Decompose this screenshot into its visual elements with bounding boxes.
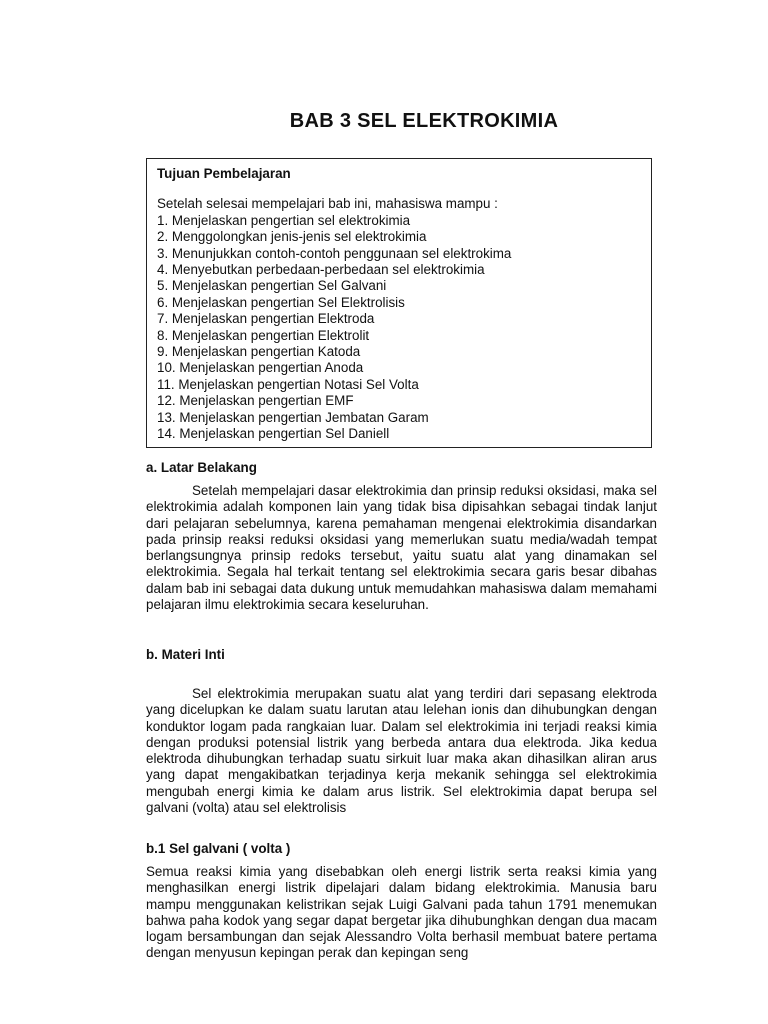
objective-item: 8. Menjelaskan pengertian Elektrolit xyxy=(157,327,370,343)
objective-item: 14. Menjelaskan pengertian Sel Daniell xyxy=(157,426,390,442)
section-a-paragraph: Setelah mempelajari dasar elektrokimia dan prinsip reduksi oksidasi, maka sel elektrokimia adalah komponen lain yang tidak bisa dipisahkan sebagai tindak lanjut dari pelajaran sebelumnya, karena pemahaman mengenai elektrokimia disandarkan pada prinsip reaksi reduksi oksidasi yang memerlukan suatu media/wadah tempat berlangsungnya prinsip redoks tersebut, yaitu suatu alat yang dinamakan sel elektrokimia. Segala hal terkait tentang sel elektrokimia secara garis besar dibahas dalam bab ini sebagai data dukung untuk memudahkan mahasiswa dalam memahami pelajaran ilmu elektrokimia secara keseluruhan. xyxy=(146,483,657,613)
objective-item: 6. Menjelaskan pengertian Sel Elektrolisis xyxy=(157,294,405,310)
objectives-heading: Tujuan Pembelajaran xyxy=(157,166,291,181)
objective-item: 2. Menggolongkan jenis-jenis sel elektrokimia xyxy=(157,229,427,245)
objective-item: 1. Menjelaskan pengertian sel elektrokimia xyxy=(157,212,411,228)
objective-item: 9. Menjelaskan pengertian Katoda xyxy=(157,344,361,360)
section-b1-paragraph: Semua reaksi kimia yang disebabkan oleh energi listrik serta reaksi kimia yang menghasilkan energi listrik dipelajari dalam bidang elektrokimia. Manusia baru mampu menggunakan kelistrikan sejak Luigi Galvani pada tahun 1791 menemukan bahwa paha kodok yang segar dapat bergetar jika dihubunghkan dengan dua macam logam bersambungan dan sejak Alessandro Volta berhasil membuat batere pertama dengan menyusun kepingan perak dan kepingan seng xyxy=(146,864,657,961)
objective-item: 12. Menjelaskan pengertian EMF xyxy=(157,393,354,409)
section-b-heading: b. Materi Inti xyxy=(146,647,225,662)
section-a-heading: a. Latar Belakang xyxy=(146,460,257,475)
objectives-list xyxy=(157,213,641,443)
chapter-title: BAB 3 SEL ELEKTROKIMIA xyxy=(289,110,559,132)
learning-objectives-box xyxy=(146,158,652,448)
objective-item: 3. Menunjukkan contoh-contoh penggunaan sel elektrokima xyxy=(157,245,512,261)
objectives-intro: Setelah selesai mempelajari bab ini, mahasiswa mampu : xyxy=(157,196,498,212)
section-b-paragraph: Sel elektrokimia merupakan suatu alat yang terdiri dari sepasang elektroda yang dicelupkan ke dalam suatu larutan atau lelehan ionis dan dihubungkan dengan konduktor logam pada rangkaian luar. Dalam sel elektrokimia ini terjadi reaksi kimia dengan produksi potensial listrik yang berbeda antara dua elektroda. Jika kedua elektroda dihubungkan terhadap suatu sirkuit luar maka akan dihasilkan aliran arus yang dapat mengakibatkan terjadinya kerja mekanik sehingga sel elektrokimia mengubah energi kimia ke dalam arus listrik. Sel elektrokimia dapat berupa sel galvani (volta) atau sel elektrolisis xyxy=(146,686,657,816)
objective-item: 13. Menjelaskan pengertian Jembatan Garam xyxy=(157,409,429,425)
objective-item: 10. Menjelaskan pengertian Anoda xyxy=(157,360,364,376)
objective-item: 7. Menjelaskan pengertian Elektroda xyxy=(157,311,375,327)
objective-item: 4. Menyebutkan perbedaan-perbedaan sel elektrokimia xyxy=(157,262,485,278)
section-b1-heading: b.1 Sel galvani ( volta ) xyxy=(146,841,291,856)
objective-item: 5. Menjelaskan pengertian Sel Galvani xyxy=(157,278,387,294)
objective-item: 11. Menjelaskan pengertian Notasi Sel Volta xyxy=(157,376,419,392)
